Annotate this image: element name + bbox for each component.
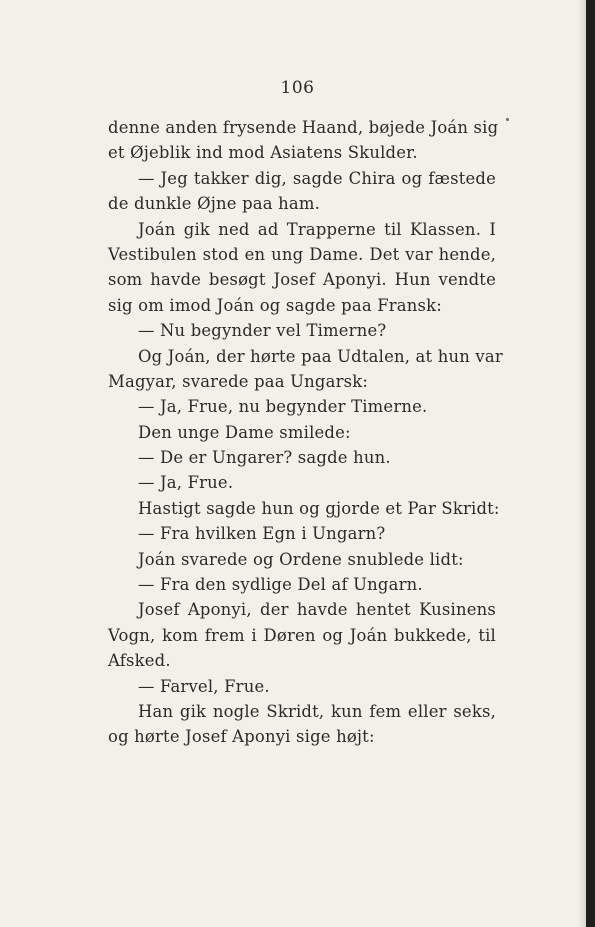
text-line: — Ja, Frue. — [138, 473, 234, 493]
text-line: — Fra den sydlige Del af Ungarn. — [138, 575, 423, 595]
text-line: sig om imod Joán og sagde paa Fransk: — [108, 295, 443, 315]
text-line: Joán svarede og Ordene snublede lidt: — [138, 549, 464, 569]
page-number: 106 — [280, 78, 315, 98]
text-line: denne anden frysende Haand, bøjede Joán sig — [108, 118, 499, 137]
text-line: som havde besøgt Josef Aponyi. Hun vendte — [108, 270, 496, 290]
text-line: og hørte Josef Aponyi sige højt: — [108, 727, 375, 747]
text-line: — Nu begynder vel Timerne? — [138, 321, 387, 341]
text-line: Hastigt sagde hun og gjorde et Par Skridt: — [138, 498, 500, 518]
text-line: — Fra hvilken Egn i Ungarn? — [138, 524, 386, 544]
page-edge-shadow — [578, 0, 586, 927]
text-line: — De er Ungarer? sagde hun. — [138, 448, 391, 468]
text-line: Magyar, svarede paa Ungarsk: — [108, 371, 369, 391]
text-line: — Ja, Frue, nu begynder Timerne. — [138, 397, 428, 417]
ink-speck — [506, 118, 509, 121]
page-edge-binding — [586, 0, 595, 927]
text-line: Vogn, kom frem i Døren og Joán bukkede, til — [108, 625, 496, 645]
body-text — [108, 115, 503, 750]
text-line: de dunkle Øjne paa ham. — [108, 194, 321, 214]
text-line: Han gik nogle Skridt, kun fem eller seks, — [138, 701, 496, 721]
text-line: Afsked. — [108, 651, 171, 671]
text-line: — Jeg takker dig, sagde Chira og fæstede — [138, 168, 496, 188]
text-line: Den unge Dame smilede: — [138, 422, 351, 442]
text-line: Joán gik ned ad Trapperne til Klassen. I — [138, 219, 496, 239]
text-line: — Farvel, Frue. — [138, 676, 270, 696]
text-line: Og Joán, der hørte paa Udtalen, at hun var — [138, 346, 503, 366]
text-line: et Øjeblik ind mod Asiatens Skulder. — [108, 143, 418, 163]
text-line: Vestibulen stod en ung Dame. Det var hende, — [108, 244, 496, 264]
text-line: Josef Aponyi, der havde hentet Kusinens — [138, 600, 496, 620]
